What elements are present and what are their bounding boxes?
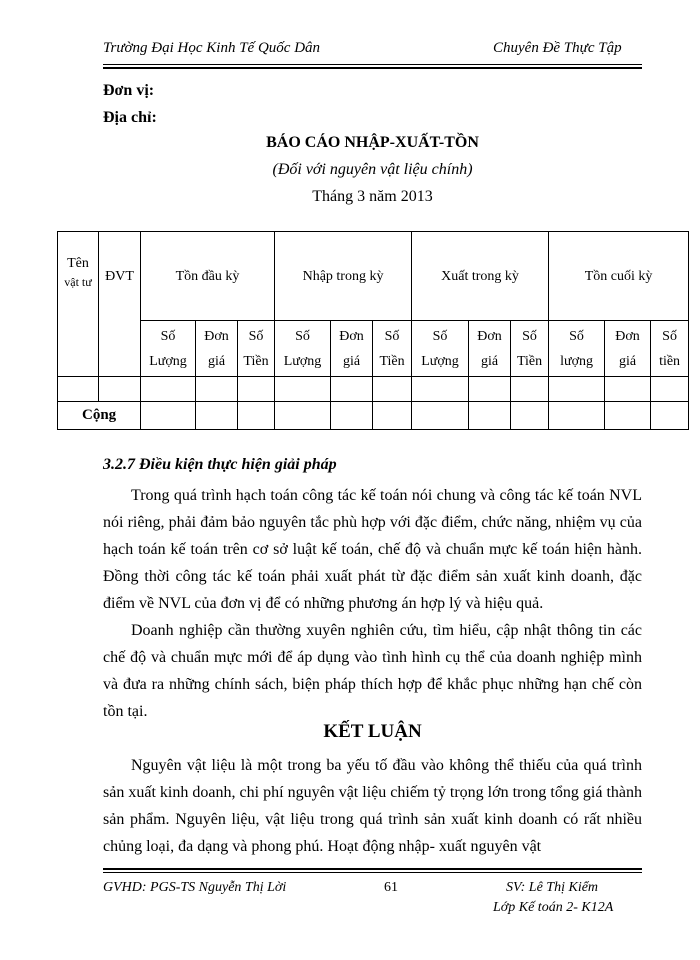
conclusion-paragraph: Nguyên vật liệu là một trong ba yếu tố đầu vào không thể thiếu của quá trình sản xuất kinh doanh, chi phí nguyên vật liệu chiếm tỷ trọng lớn trong tổng giá thành sản phẩm. Nguyên liệu, vật liệu trong quá trình sản xuất kinh doanh có rất nhiều chủng loại, đa dạng và phong phú. Hoạt động nhập- xuất nguyên vật — [103, 757, 642, 855]
header-doc-type: Chuyên Đề Thực Tập — [493, 40, 622, 56]
subheader-cell: Đơn giá — [469, 321, 511, 377]
header-divider-thick — [103, 67, 642, 69]
subheader-cell: Số Tiền — [238, 321, 275, 377]
subheader-cell: Số Tiền — [511, 321, 549, 377]
label-dia-chi: Địa chỉ: — [103, 109, 157, 126]
header-group-receipt: Nhập trong kỳ — [275, 232, 412, 321]
total-label: Cộng — [58, 402, 141, 430]
subheader-cell: Số tiền — [651, 321, 689, 377]
subheader-cell: Số Lượng — [412, 321, 469, 377]
header-cell-material — [58, 232, 99, 377]
section-heading: 3.2.7 Điều kiện thực hiện giải pháp — [103, 456, 337, 473]
page-number: 61 — [384, 880, 398, 895]
header-divider-thin — [103, 64, 642, 65]
subheader-cell: Số lượng — [549, 321, 605, 377]
footer-divider-thick — [103, 868, 642, 870]
section-paragraph-2: Doanh nghiệp cần thường xuyên nghiên cứu, tìm hiểu, cập nhật thông tin các chế độ và chuẩn mực mới để áp dụng vào tình hình cụ thể của doanh nghiệp mình và đưa ra những chính sách, biện pháp thích hợp để khắc phục những hạn chế còn tồn tại. — [103, 622, 642, 720]
table-total-row — [58, 402, 689, 430]
header-school: Trường Đại Học Kinh Tế Quốc Dân — [103, 40, 321, 56]
table-subheader-row — [58, 321, 689, 377]
header-group-issue: Xuất trong kỳ — [412, 232, 549, 321]
conclusion-heading: KẾT LUẬN — [323, 721, 422, 742]
footer-divider-thin — [103, 872, 642, 873]
header-material-line1: Tên — [67, 256, 89, 271]
subheader-cell: Số Lượng — [275, 321, 331, 377]
section-paragraph-1: Trong quá trình hạch toán công tác kế toán nói chung và công tác kế toán NVL nói riêng, phải đảm bảo nguyên tắc phù hợp với đặc điểm, chức năng, nhiệm vụ của hạch toán kế toán trên cơ sở luật kế toán, chế độ và chuẩn mực kế toán hiện hành. Đồng thời công tác kế toán phải xuất phát từ đặc điểm sản xuất kinh doanh, đặc điểm về NVL của đơn vị để có những phương án hợp lý và hiệu quả. — [103, 487, 642, 612]
header-group-opening: Tồn đầu kỳ — [141, 232, 275, 321]
subheader-cell: Đơn giá — [605, 321, 651, 377]
report-period: Tháng 3 năm 2013 — [312, 188, 433, 205]
footer-student: SV: Lê Thị Kiểm — [506, 880, 599, 895]
subheader-cell: Số Tiền — [373, 321, 412, 377]
subheader-cell: Đơn giá — [331, 321, 373, 377]
inventory-table — [57, 231, 689, 430]
footer-class: Lớp Kế toán 2- K12A — [493, 900, 614, 915]
table-row — [58, 377, 689, 402]
table-header-row — [58, 232, 689, 321]
footer-supervisor: GVHD: PGS-TS Nguyễn Thị Lời — [103, 880, 287, 895]
header-group-closing: Tồn cuối kỳ — [549, 232, 689, 321]
header-material-line2: vật tư — [64, 275, 92, 289]
subheader-cell: Số Lượng — [141, 321, 196, 377]
header-cell-unit: ĐVT — [99, 232, 141, 377]
subheader-cell: Đơn giá — [196, 321, 238, 377]
report-title: BÁO CÁO NHẬP-XUẤT-TỒN — [266, 134, 479, 151]
label-don-vi: Đơn vị: — [103, 82, 155, 99]
report-subtitle: (Đối với nguyên vật liệu chính) — [272, 161, 473, 178]
